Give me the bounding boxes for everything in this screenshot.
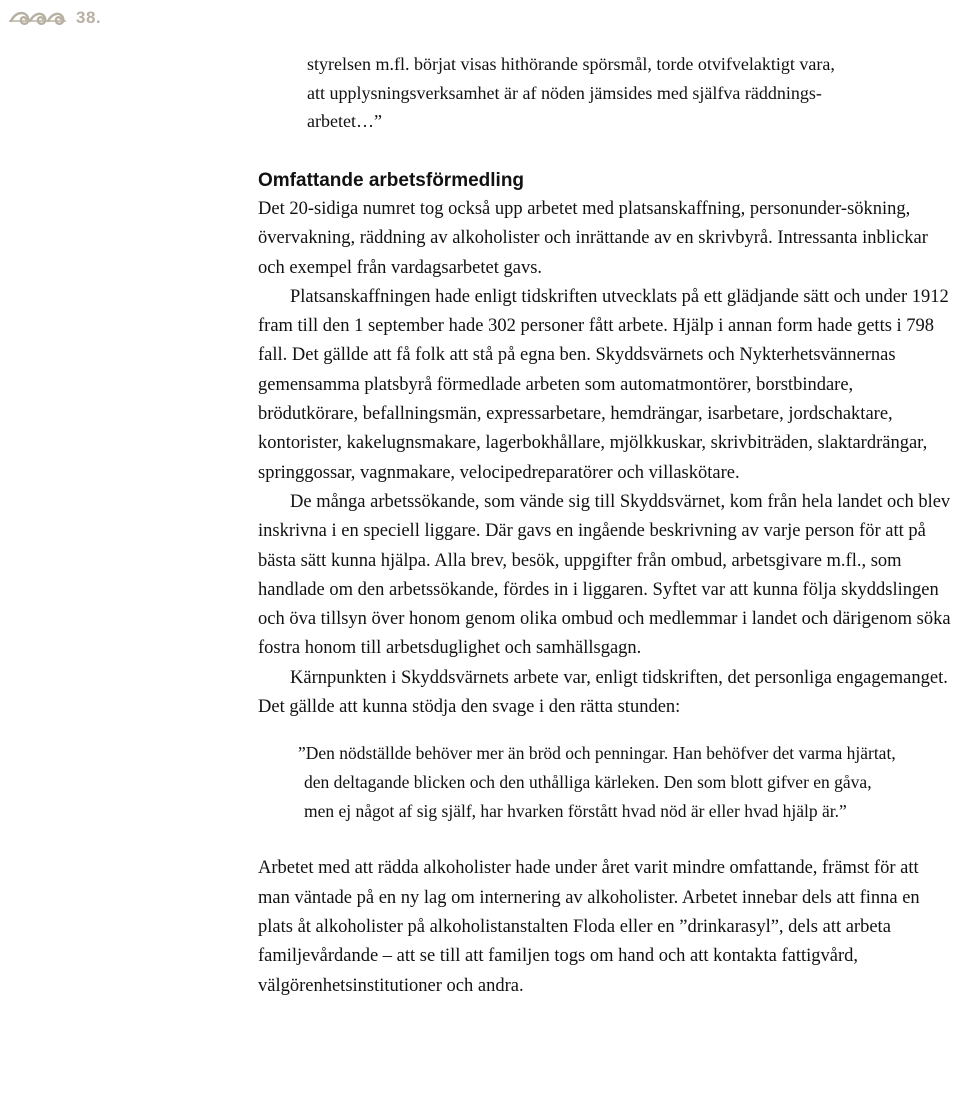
main-section <box>258 166 952 1001</box>
page-number: 38. <box>76 8 102 27</box>
block-quote <box>298 739 898 826</box>
paragraph: De många arbetssökande, som vände sig till Skyddsvärnet, kom från hela landet och blev inskrivna i en speciell liggare. Där gavs en ingående beskrivning av varje person för att på bästa sätt kunna hjälpa. Alla brev, besök, uppgifter från ombud, arbetsgivare m.fl., som handlade om den arbetssökande, fördes in i liggaren. Syftet var att kunna följa skyddslingen och öva tillsyn över honom genom olika ombud och medlemmar i landet och därigenom söka fostra honom till arbetsduglighet och samhällsgagn. <box>258 491 951 659</box>
paragraph: Arbetet med att rädda alkoholister hade under året varit mindre omfattande, främst för att man väntade på en ny lag om internering av alkoholister. Arbetet innebar dels att finna en plats åt alkoholister på alkoholistanstalten Floda eller en ”drinkarasyl”, dels att arbeta familjevårdande – att se till att familjen togs om hand och att kontakta fattigvård, välgörenhetsinstitutioner och andra. <box>258 858 920 996</box>
curl-ornament-icon <box>8 7 70 29</box>
intro-line: att upplysningsverksamhet är af nöden jämsides med själfva räddnings- <box>307 82 822 103</box>
paragraph: Platsanskaffningen hade enligt tidskriften utvecklats på ett glädjande sätt och under 1912 fram till den 1 september hade 302 personer fått arbete. Hjälp i annan form hade getts i 798 fall. Det gällde att få folk att stå på egna ben. Skyddsvärnets och Nykterhetsvännernas gemensamma platsbyrå förmedlade arbeten som automatmontörer, borstbindare, brödutkörare, befallningsmän, expressarbetare, hemdrängar, isarbetare, jordschaktare, kontorister, kakelugnsmakare, lagerbokhållare, mjölkkuskar, skrivbiträden, slaktardrängar, springgossar, vagnmakare, velocipedreparatörer och villaskötare. <box>258 286 949 483</box>
intro-quote-ending <box>307 50 907 136</box>
page-header <box>8 4 101 32</box>
intro-line: arbetet…” <box>307 111 382 131</box>
section-heading: Omfattande arbetsförmedling <box>258 170 525 191</box>
quote-text: ”Den nödställde behöver mer än bröd och penningar. Han behöfver det varma hjärtat, den deltagande blicken och den uthålliga kärleken. Den som blott gifver en gåva, men ej något af sig själf, har hvarken förstått hvad nöd är eller hvad hjälp är.” <box>298 743 896 822</box>
paragraph: Det 20-sidiga numret tog också upp arbetet med platsanskaffning, personunder-sökning, övervakning, räddning av alkoholister och inrättande av en skrivbyrå. Intressanta inblickar och exempel från vardagsarbetet gavs. <box>258 199 928 278</box>
paragraph: Kärnpunkten i Skyddsvärnets arbete var, enligt tidskriften, det personliga engagemanget. Det gällde att kunna stödja den svage i den rätta stunden: <box>258 667 948 718</box>
intro-line: styrelsen m.fl. börjat visas hithörande spörsmål, torde otvifvelaktigt vara, <box>307 54 835 74</box>
